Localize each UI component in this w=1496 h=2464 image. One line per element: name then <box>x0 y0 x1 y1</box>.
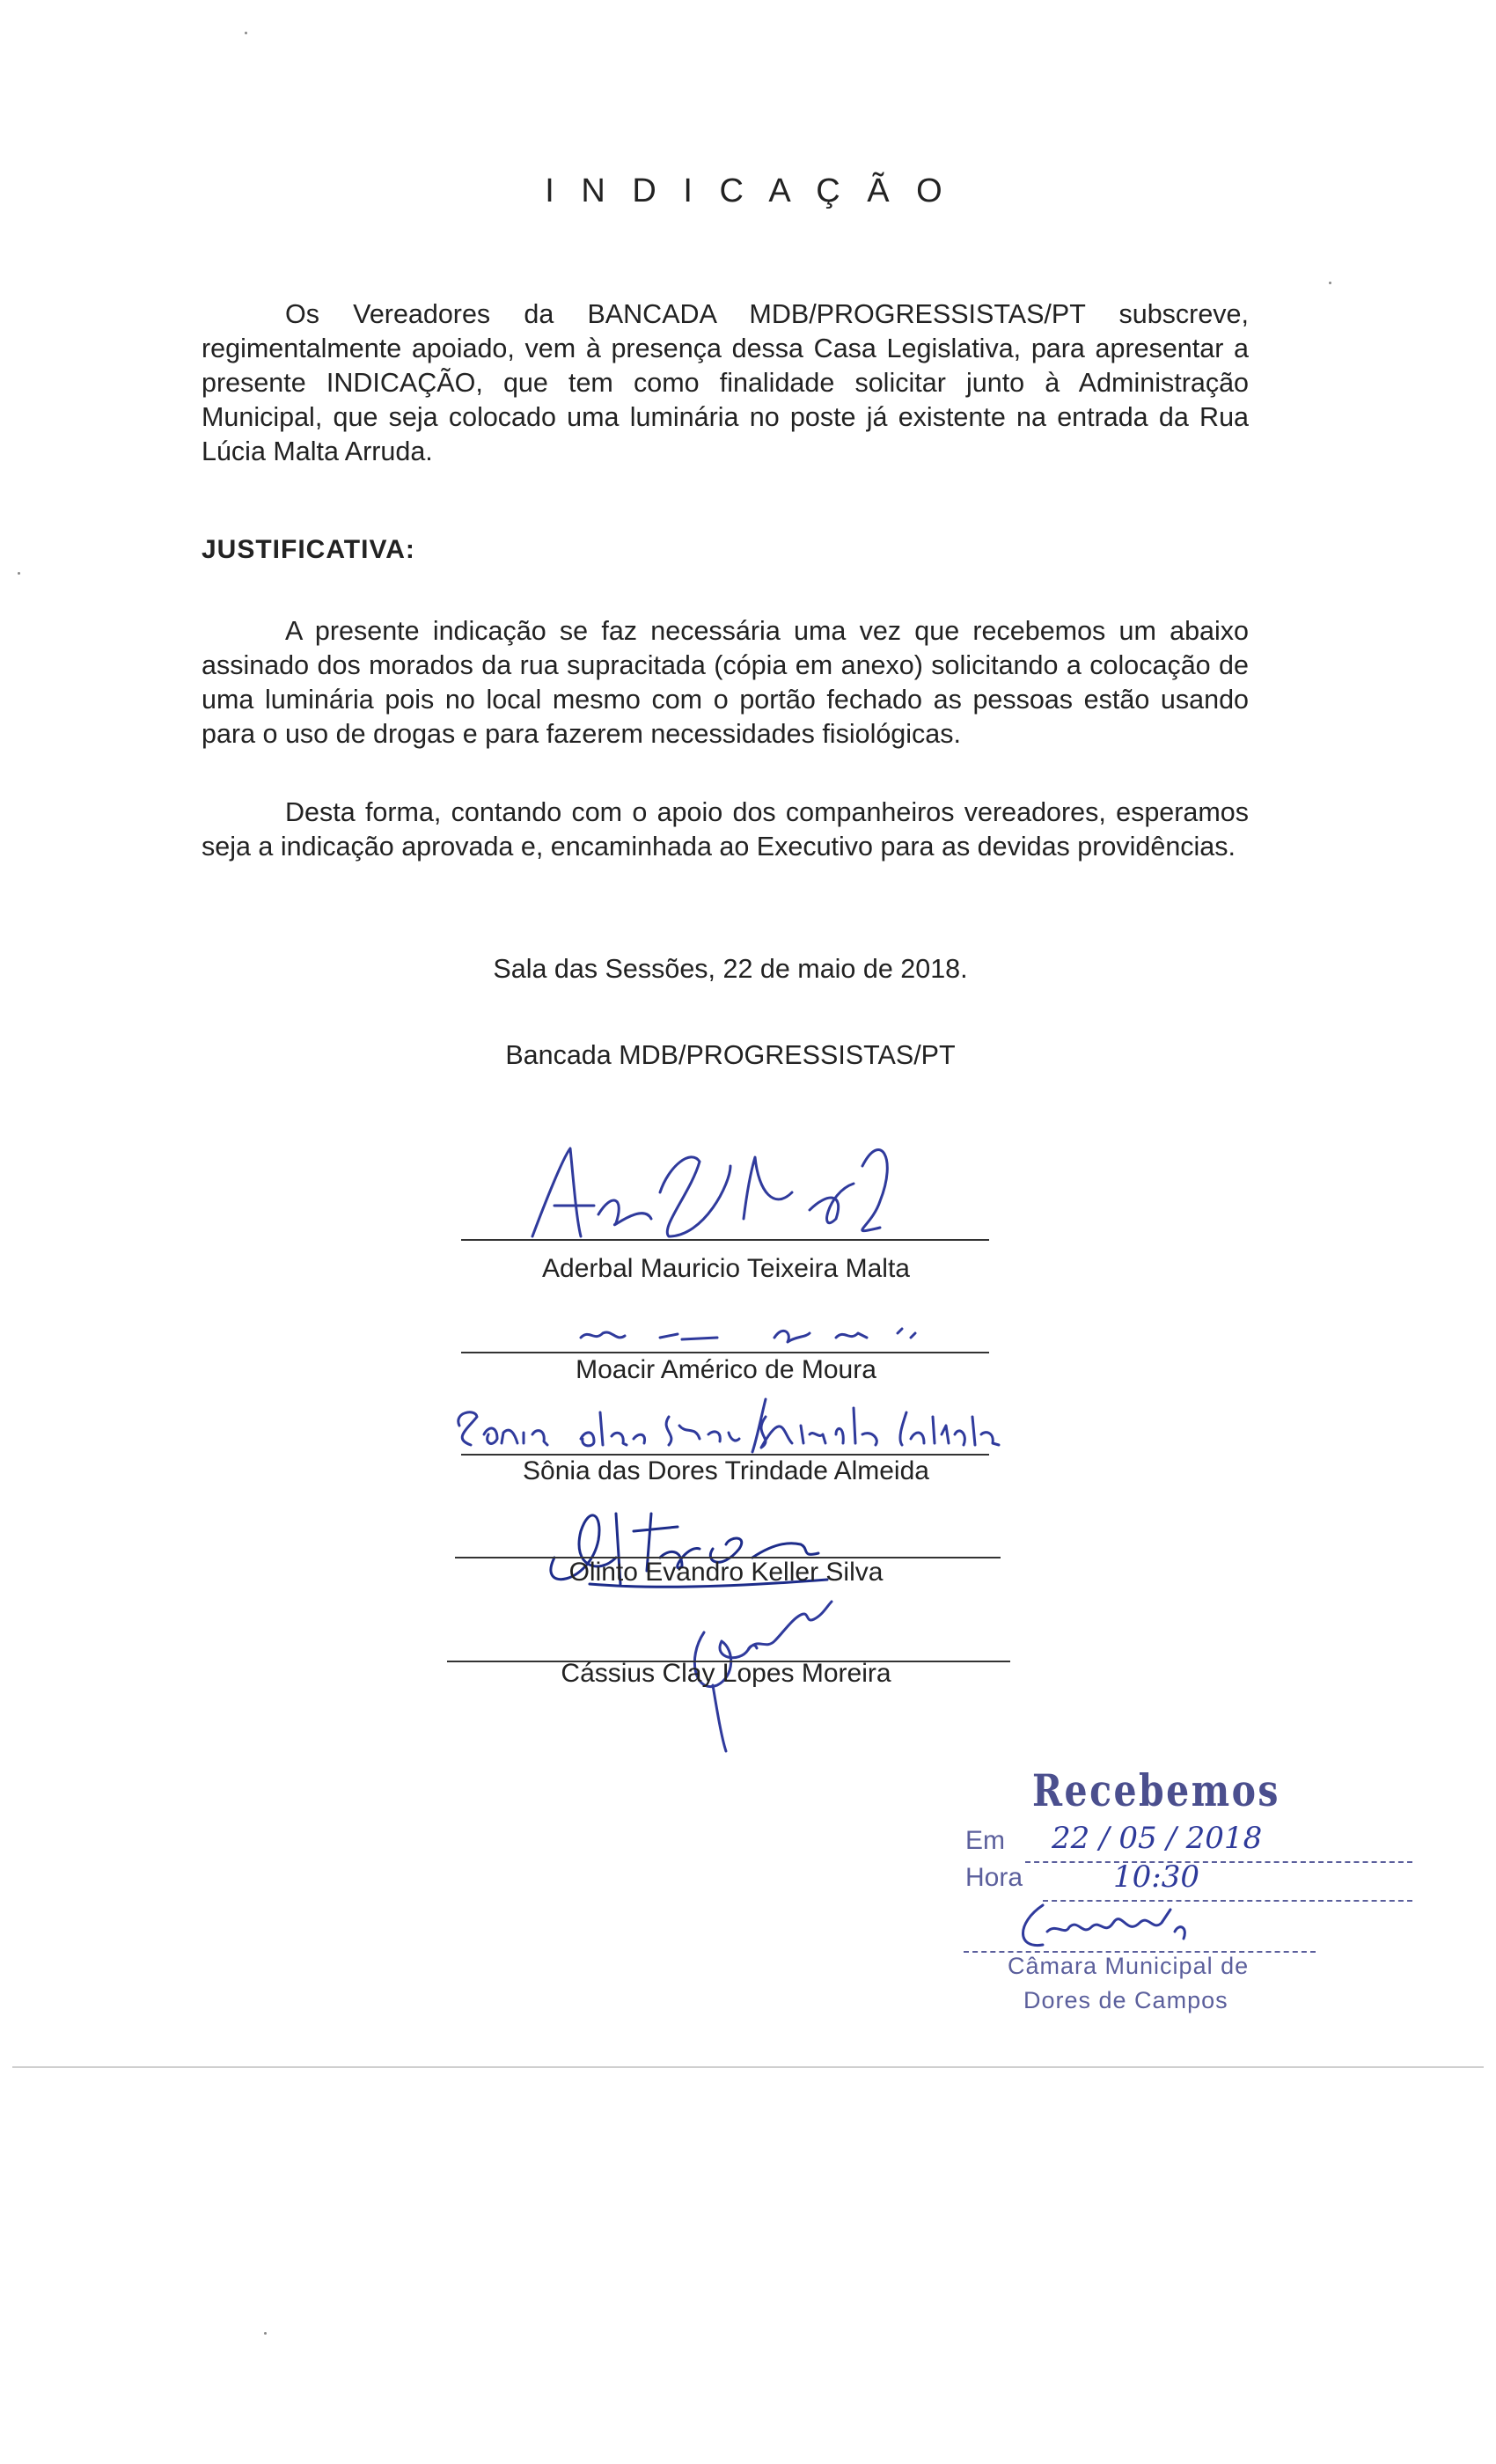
justification-paragraph-1-text: A presente indicação se faz necessária uma vez que recebemos um abaixo assinado dos morados da rua supracitada (cópia em anexo) solicitando a colocação de uma luminária pois no local mesmo com o portão fechado as pessoas estão usando para o uso de drogas e para fazerem necessidades fisiológicas. <box>202 616 1249 749</box>
justification-paragraph-2-text: Desta forma, contando com o apoio dos companheiros vereadores, esperamos seja a indicação aprovada e, encaminhada ao Executivo para as devidas providências. <box>202 797 1249 862</box>
document-title: I N D I C A Ç Ã O <box>545 172 951 209</box>
stamp-org-line-1: Câmara Municipal de <box>1008 1953 1250 1979</box>
stamp-signature <box>1008 1896 1219 1958</box>
signature-aderbal <box>528 1131 898 1254</box>
signatory-name-3: Sônia das Dores Trindade Almeida <box>523 1456 929 1485</box>
date-line: Sala das Sessões, 22 de maio de 2018. <box>493 954 968 984</box>
scan-speck <box>1329 282 1331 284</box>
signatory-name-4: Olinto Evandro Keller Silva <box>568 1558 884 1587</box>
signature-line-2 <box>461 1352 989 1353</box>
signatory-name-1: Aderbal Mauricio Teixeira Malta <box>542 1254 910 1283</box>
group-line: Bancada MDB/PROGRESSISTAS/PT <box>505 1040 956 1070</box>
stamp-org-line-2: Dores de Campos <box>1023 1987 1228 2013</box>
justification-heading: JUSTIFICATIVA: <box>202 535 415 564</box>
intro-paragraph-text: Os Vereadores da BANCADA MDB/PROGRESSISTAS/PT subscreve, regimentalmente apoiado, vem à presença dessa Casa Legislativa, para apresentar a presente INDICAÇÃO, que tem como finalidade solicitar junto à Administração Municipal, que seja colocado uma luminária no poste já existente na entrada da Rua Lúcia Malta Arruda. <box>202 299 1249 466</box>
intro-paragraph <box>202 297 1249 469</box>
page-edge-line <box>12 2066 1484 2068</box>
signature-sonia <box>449 1399 1030 1461</box>
scan-speck <box>245 32 247 34</box>
signatory-name-5: Cássius Clay Lopes Moreira <box>561 1659 891 1688</box>
stamp-time-label: Hora <box>965 1863 1023 1892</box>
signature-line-3 <box>461 1454 989 1456</box>
reception-stamp <box>955 1764 1368 2046</box>
signature-line-1 <box>461 1239 989 1241</box>
stamp-title: Recebemos <box>1032 1764 1280 1816</box>
stamp-date-label: Em <box>965 1826 1005 1855</box>
scan-speck <box>264 2332 267 2335</box>
scan-speck <box>18 572 20 575</box>
signature-moacir <box>572 1311 942 1355</box>
justification-paragraph-1 <box>202 614 1249 752</box>
stamp-time-value: 10:30 <box>1113 1859 1199 1895</box>
signatory-name-2: Moacir Américo de Moura <box>576 1355 876 1384</box>
stamp-date-line <box>1025 1861 1412 1863</box>
stamp-date-value: 22 / 05 / 2018 <box>1052 1821 1263 1856</box>
justification-paragraph-2 <box>202 796 1249 864</box>
